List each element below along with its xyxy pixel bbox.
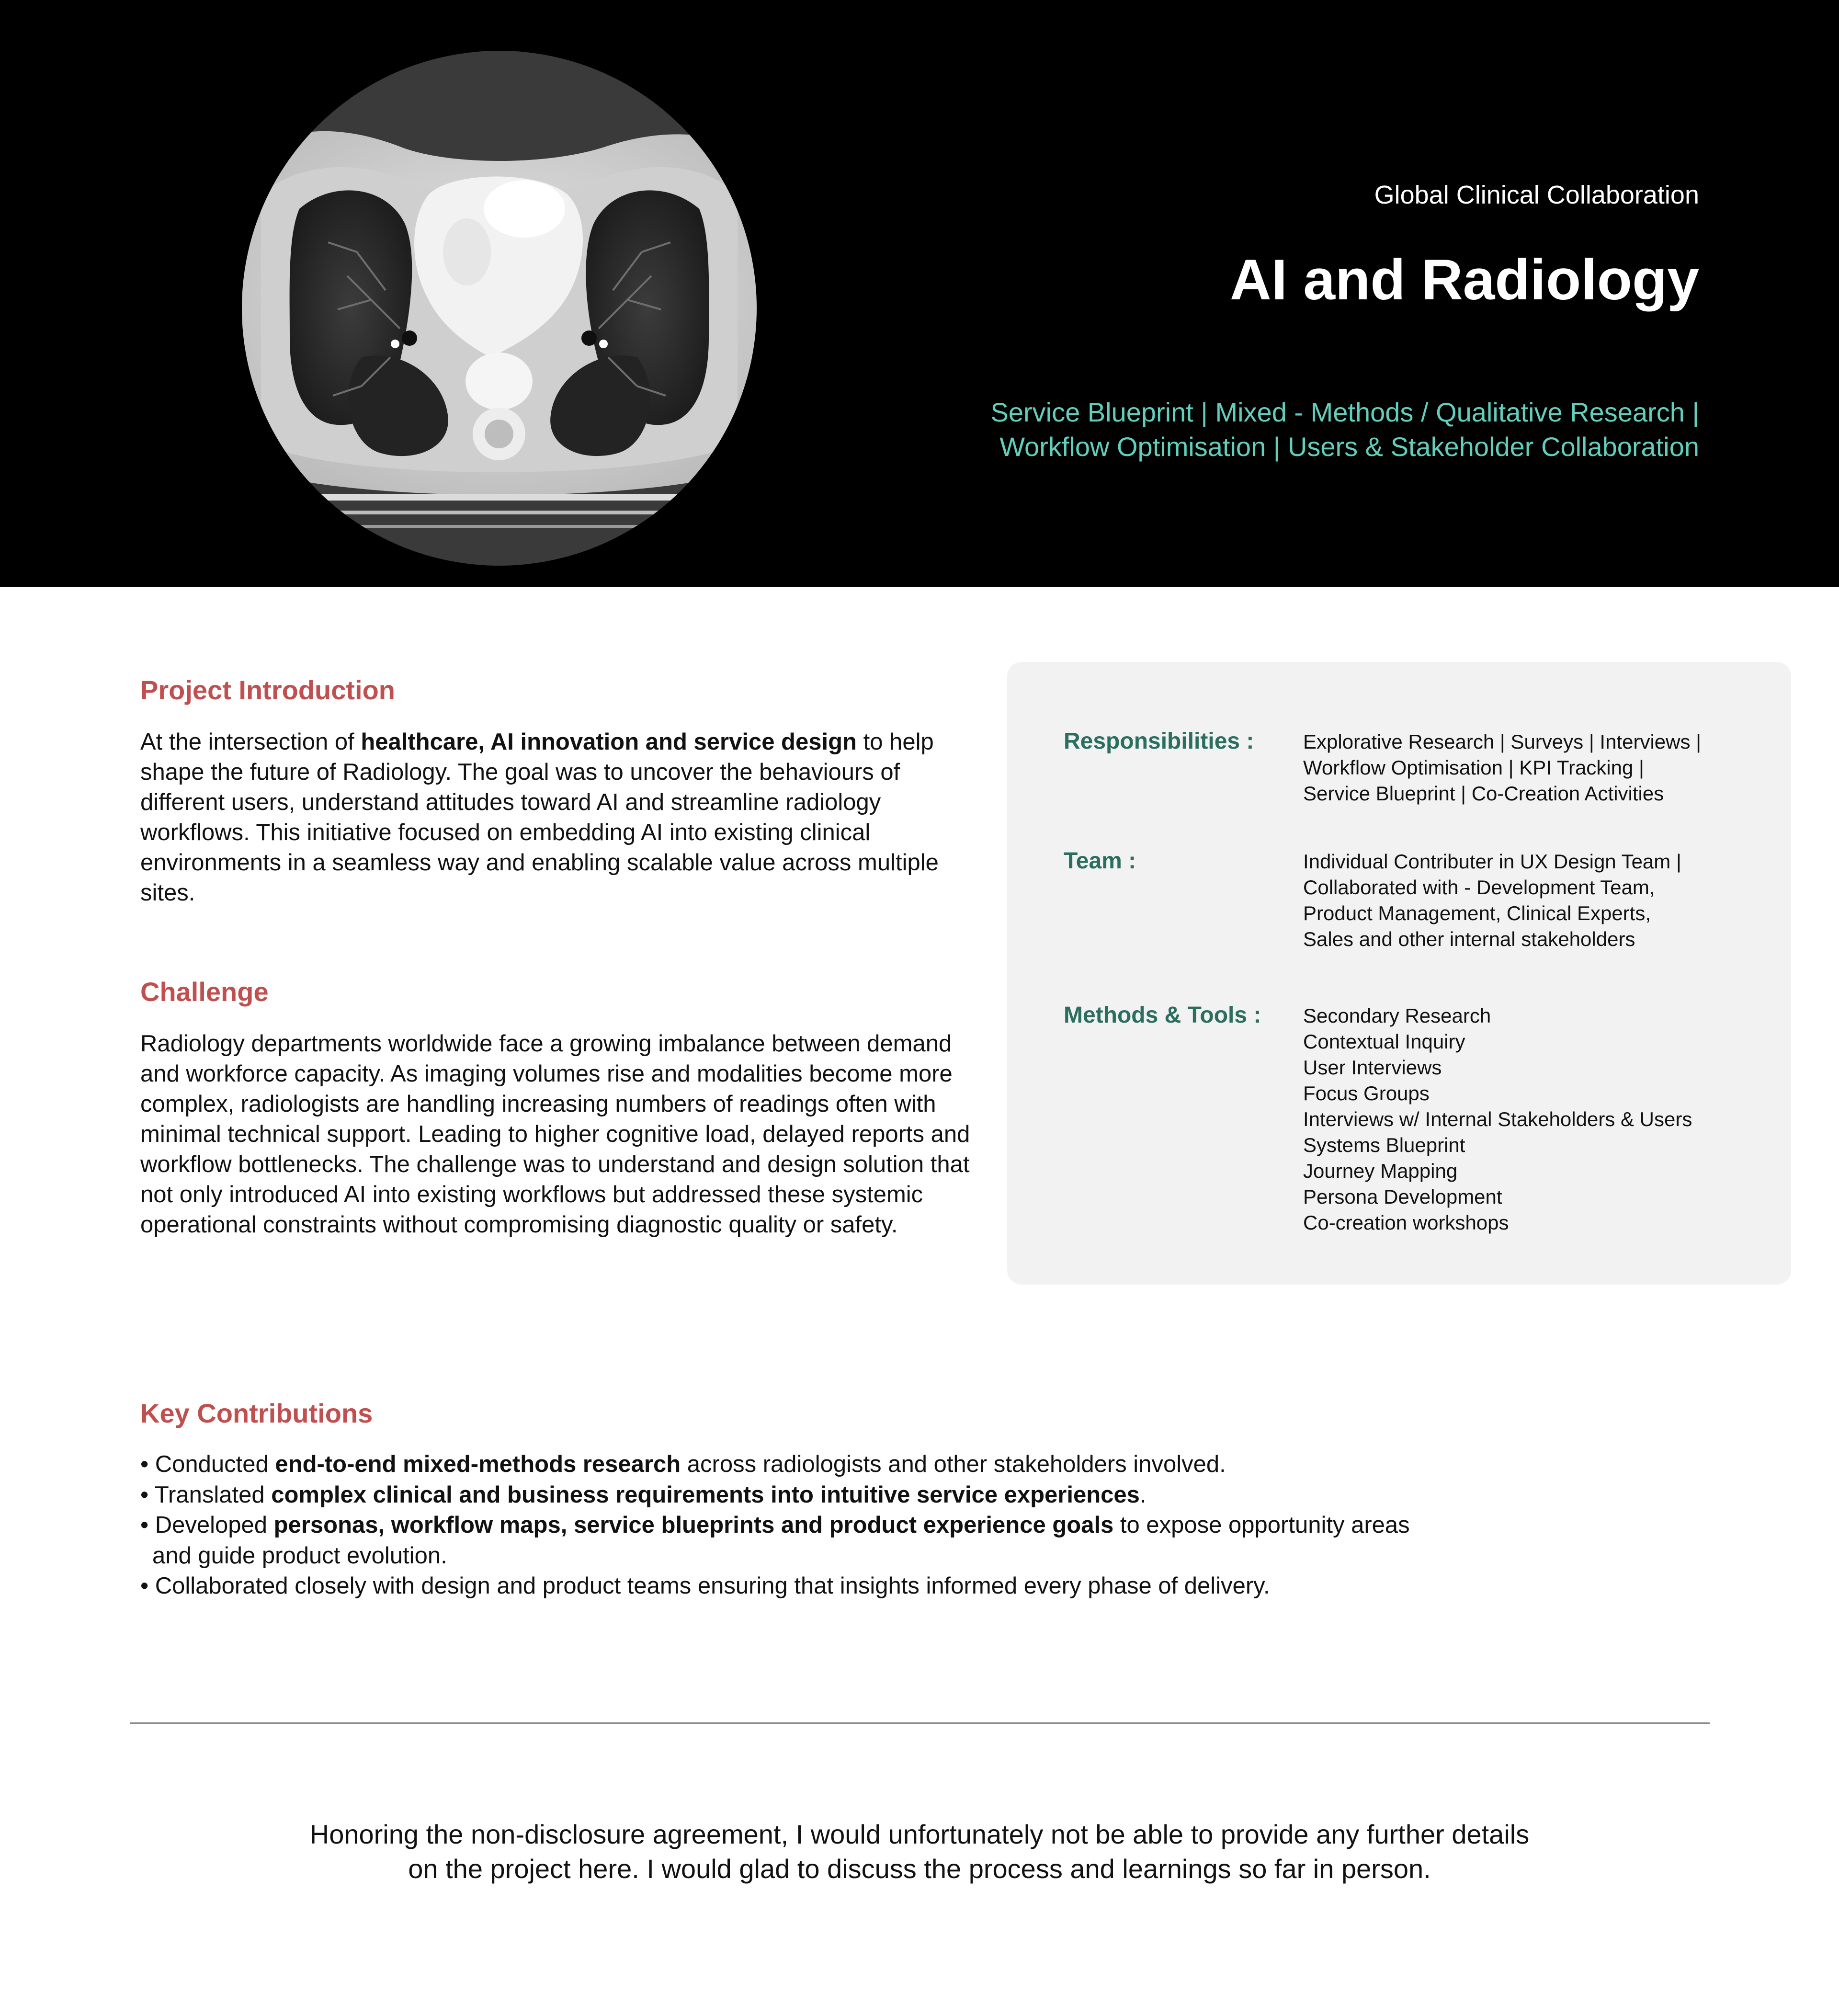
nda-notice-line-1: Honoring the non-disclosure agreement, I would unfortunately not be able to provide any further details bbox=[309, 1819, 1530, 1849]
method-item: Interviews w/ Internal Stakeholders & Users bbox=[1303, 1108, 1692, 1130]
hero-tags-line-2: Workflow Optimisation | Users & Stakeholder Collaboration bbox=[999, 432, 1699, 462]
contribution-text: • Translated bbox=[140, 1481, 272, 1508]
contribution-item bbox=[140, 1571, 1410, 1602]
intro-bold: healthcare, AI innovation and service design bbox=[361, 729, 857, 755]
project-details-card bbox=[1007, 662, 1791, 1285]
method-item: Persona Development bbox=[1303, 1185, 1502, 1208]
contribution-text: across radiologists and other stakeholders involved. bbox=[681, 1451, 1226, 1477]
contribution-text: • Collaborated closely with design and product teams ensuring that insights informed every phase of delivery. bbox=[140, 1573, 1270, 1599]
hero-eyebrow: Global Clinical Collaboration bbox=[1374, 181, 1699, 209]
methods-label: Methods & Tools : bbox=[1064, 1002, 1261, 1028]
nda-notice-line-2: on the project here. I would glad to discuss the process and learnings so far in person. bbox=[408, 1854, 1431, 1884]
responsibilities-label: Responsibilities : bbox=[1064, 729, 1254, 754]
section-divider bbox=[130, 1722, 1710, 1724]
method-item: Contextual Inquiry bbox=[1303, 1030, 1465, 1053]
responsibilities-list bbox=[1303, 729, 1701, 807]
team-item: Collaborated with - Development Team, bbox=[1303, 876, 1655, 899]
hero-tags-line-1: Service Blueprint | Mixed - Methods / Qualitative Research | bbox=[990, 397, 1699, 427]
team-item: Individual Contributer in UX Design Team | bbox=[1303, 850, 1681, 873]
contribution-text: • Conducted bbox=[140, 1451, 275, 1477]
contribution-item-continued bbox=[140, 1541, 1410, 1572]
intro-paragraph bbox=[140, 727, 983, 908]
intro-rest: to help shape the future of Radiology. The goal was to uncover the behaviours of different users, understand attitudes toward AI and streamline radiology workflows. This initiative focused on embedding AI into existing clinical environments in a seamless way and enabling scalable value across multiple sites. bbox=[140, 729, 939, 906]
responsibility-item: Explorative Research | Surveys | Interviews | bbox=[1303, 730, 1702, 753]
method-item: Co-creation workshops bbox=[1303, 1211, 1509, 1234]
method-item: Secondary Research bbox=[1303, 1004, 1491, 1027]
contributions-list bbox=[140, 1449, 1410, 1602]
contribution-bold: personas, workflow maps, service blueprints and product experience goals bbox=[273, 1512, 1114, 1538]
contribution-text: to expose opportunity areas bbox=[1113, 1512, 1410, 1538]
nda-notice bbox=[0, 1817, 1839, 1886]
contribution-bold: complex clinical and business requirements into intuitive service experiences bbox=[271, 1481, 1140, 1508]
responsibility-item: Service Blueprint | Co-Creation Activities bbox=[1303, 782, 1664, 805]
methods-list bbox=[1303, 1003, 1692, 1236]
method-item: Journey Mapping bbox=[1303, 1160, 1458, 1182]
challenge-heading: Challenge bbox=[140, 977, 269, 1007]
intro-heading: Project Introduction bbox=[140, 675, 395, 705]
hero-banner bbox=[0, 0, 1839, 587]
method-item: Focus Groups bbox=[1303, 1082, 1430, 1105]
method-item: User Interviews bbox=[1303, 1056, 1442, 1079]
page-title: AI and Radiology bbox=[1229, 248, 1699, 312]
contribution-bold: end-to-end mixed-methods research bbox=[275, 1451, 681, 1477]
responsibility-item: Workflow Optimisation | KPI Tracking | bbox=[1303, 756, 1644, 779]
contributions-heading: Key Contributions bbox=[140, 1398, 373, 1428]
team-item: Sales and other internal stakeholders bbox=[1303, 928, 1635, 950]
team-item: Product Management, Clinical Experts, bbox=[1303, 902, 1651, 924]
contribution-text: • Developed bbox=[140, 1512, 274, 1538]
ct-scan-image bbox=[242, 51, 757, 566]
team-label: Team : bbox=[1064, 848, 1136, 874]
contribution-item bbox=[140, 1480, 1410, 1511]
challenge-paragraph: Radiology departments worldwide face a growing imbalance between demand and workforce capacity. As imaging volumes rise and modalities become more complex, radiologists are handling increasing numbers of readings often with minimal technical support. Leading to higher cognitive load, delayed reports and workflow bottlenecks. The challenge was to understand and design solution that not only introduced AI into existing workflows but addressed these systemic operational constraints without compromising diagnostic quality or safety. bbox=[140, 1031, 970, 1238]
hero-tags bbox=[991, 395, 1700, 464]
contribution-text: . bbox=[1139, 1481, 1147, 1508]
contribution-text: and guide product evolution. bbox=[152, 1542, 447, 1569]
contribution-item bbox=[140, 1510, 1410, 1541]
team-list bbox=[1303, 849, 1681, 952]
method-item: Systems Blueprint bbox=[1303, 1134, 1465, 1156]
contribution-item bbox=[140, 1449, 1410, 1480]
intro-lead: At the intersection of bbox=[140, 729, 361, 755]
